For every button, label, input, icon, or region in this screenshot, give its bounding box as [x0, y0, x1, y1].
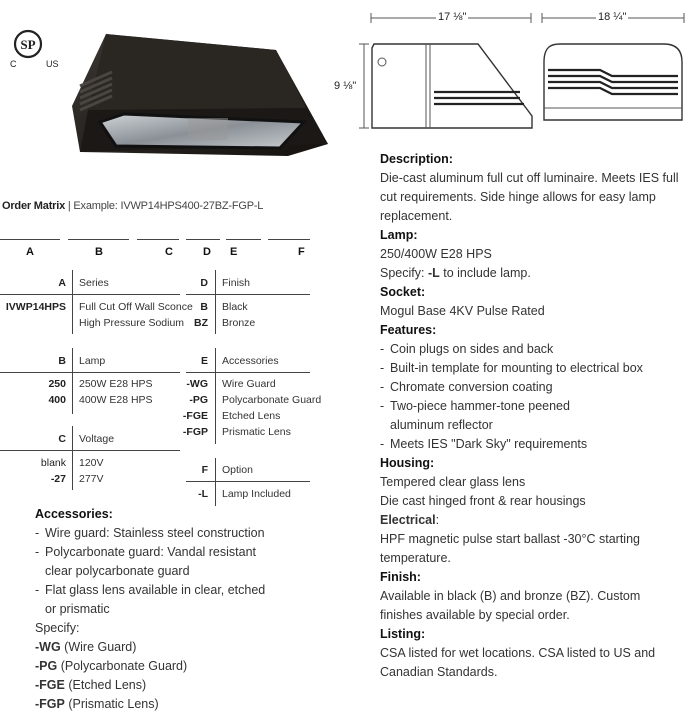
socket-text: Mogul Base 4KV Pulse Rated	[380, 304, 545, 318]
csa-c-label: C	[10, 59, 17, 69]
listing-heading: Listing:	[380, 627, 426, 641]
column-b: B	[95, 246, 103, 258]
product-photo	[66, 26, 330, 162]
housing-heading: Housing:	[380, 456, 435, 470]
column-e: E	[230, 246, 238, 258]
socket-heading: Socket:	[380, 285, 426, 299]
csa-logo	[4, 22, 64, 72]
svg-text:SP: SP	[20, 37, 36, 52]
accessory-item: - Wire guard: Stainless steel construction	[35, 524, 270, 543]
description-text: Die-cast aluminum full cut off luminaire. Meets IES full cut requirements. Side hinge allows for easy lamp replacement.	[380, 171, 679, 223]
accessories-section	[35, 505, 270, 714]
housing-text-2: Die cast hinged front & rear housings	[380, 494, 586, 508]
order-matrix-header	[2, 200, 263, 212]
accessory-code-row: -FGE (Etched Lens)	[35, 678, 147, 692]
accessory-item: - Flat glass lens available in clear, etched or prismatic	[35, 581, 270, 619]
listing-text: CSA listed for wet locations. CSA listed to US and Canadian Standards.	[380, 646, 656, 679]
dimension-drawing	[334, 4, 688, 144]
housing-text-1: Tempered clear glass lens	[380, 475, 526, 489]
electrical-text: HPF magnetic pulse start ballast -30°C starting temperature.	[380, 532, 640, 565]
specify-label: Specify:	[35, 621, 80, 635]
spec-column	[380, 150, 686, 682]
accessories-heading: Accessories:	[35, 507, 113, 521]
column-f: F	[298, 246, 305, 258]
lamp-heading: Lamp:	[380, 228, 418, 242]
feature-item: - Meets IES "Dark Sky" requirements	[380, 435, 686, 454]
description-heading: Description:	[380, 152, 453, 166]
column-a: A	[26, 246, 34, 258]
feature-item: - Built-in template for mounting to electrical box	[380, 359, 686, 378]
feature-item: - Coin plugs on sides and back	[380, 340, 686, 359]
electrical-heading: Electrical:	[380, 513, 440, 527]
column-c: C	[165, 246, 173, 258]
feature-item: - Chromate conversion coating	[380, 378, 686, 397]
accessory-code-row: -WG (Wire Guard)	[35, 640, 137, 654]
accessory-code-row: -FGP (Prismatic Lens)	[35, 697, 159, 711]
dim-width-a: 17 ⅛"	[438, 11, 467, 23]
column-d: D	[203, 246, 211, 258]
dim-width-b: 18 ¼"	[598, 11, 627, 23]
dim-height: 9 ⅛"	[334, 80, 357, 92]
accessory-code-row: -PG (Polycarbonate Guard)	[35, 659, 188, 673]
finish-text: Available in black (B) and bronze (BZ). Custom finishes available by special order.	[380, 589, 641, 622]
lamp-specify: Specify: -L to include lamp.	[380, 266, 531, 280]
features-heading: Features:	[380, 323, 437, 337]
finish-heading: Finish:	[380, 570, 421, 584]
accessory-item: - Polycarbonate guard: Vandal resistant clear polycarbonate guard	[35, 543, 270, 581]
csa-us-label: US	[46, 59, 59, 69]
feature-item: - Two-piece hammer-tone peened aluminum reflector	[380, 397, 620, 435]
order-matrix-example: | Example: IVWP14HPS400-27BZ-FGP-L	[67, 200, 264, 212]
order-matrix-title: Order Matrix	[2, 200, 66, 212]
lamp-text: 250/400W E28 HPS	[380, 247, 492, 261]
